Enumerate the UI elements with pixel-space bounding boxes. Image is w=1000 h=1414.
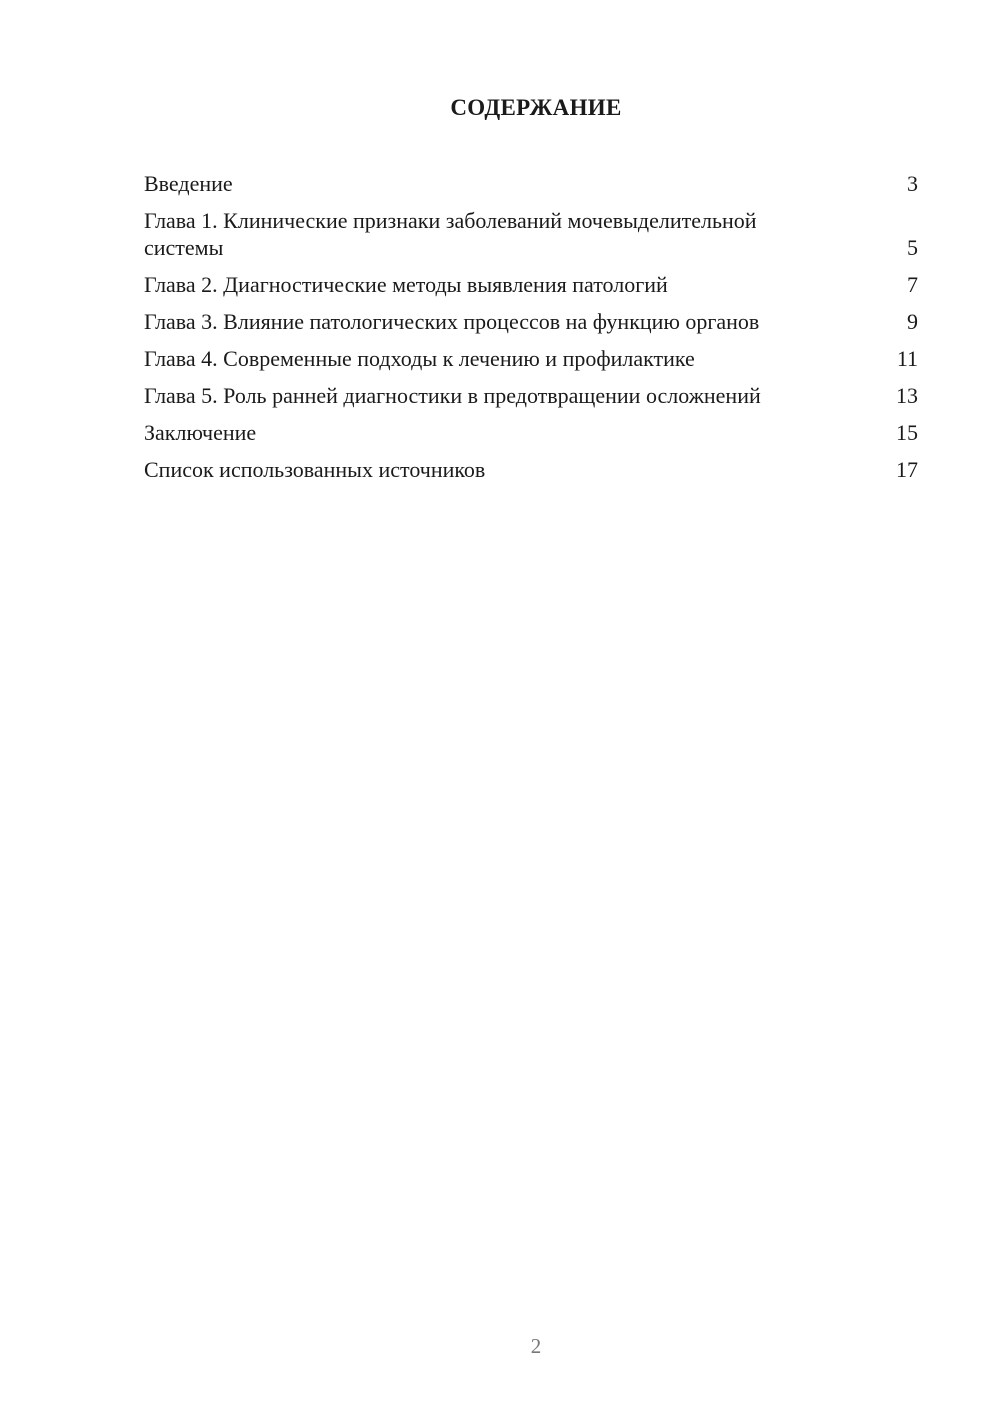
page-number: 2: [530, 1334, 542, 1358]
toc-title: СОДЕРЖАНИЕ: [450, 95, 622, 120]
toc-entry-page: 15: [896, 420, 918, 445]
toc-entry-text: Глава 1. Клинические признаки заболеваний мочевыделительной системы: [144, 208, 757, 260]
toc-entry: [144, 207, 918, 261]
toc-entry: [144, 345, 918, 372]
toc-entry-text: Глава 4. Современные подходы к лечению и профилактике: [144, 346, 695, 371]
toc-entry-page: 9: [907, 309, 918, 334]
toc-list: [144, 170, 918, 493]
toc-entry: [144, 271, 918, 298]
toc-entry-text: Глава 5. Роль ранней диагностики в предотвращении осложнений: [144, 383, 761, 408]
toc-entry-text: Заключение: [144, 420, 257, 445]
toc-entry-page: 17: [896, 457, 918, 482]
toc-entry: [144, 170, 918, 197]
toc-entry-page: 5: [907, 235, 918, 260]
toc-entry-page: 13: [896, 383, 918, 408]
toc-entry: [144, 308, 918, 335]
toc-entry: [144, 382, 918, 409]
toc-entry-page: 3: [907, 171, 918, 196]
toc-entry-text: Список использованных источников: [144, 457, 486, 482]
toc-entry: [144, 419, 918, 446]
toc-entry-text: Глава 3. Влияние патологических процессов на функцию органов: [144, 309, 760, 334]
toc-entry-page: 11: [896, 346, 918, 371]
toc-entry-text: Введение: [144, 171, 233, 196]
toc-entry-page: 7: [907, 272, 918, 297]
toc-entry-text: Глава 2. Диагностические методы выявления патологий: [144, 272, 668, 297]
toc-entry: [144, 456, 918, 483]
